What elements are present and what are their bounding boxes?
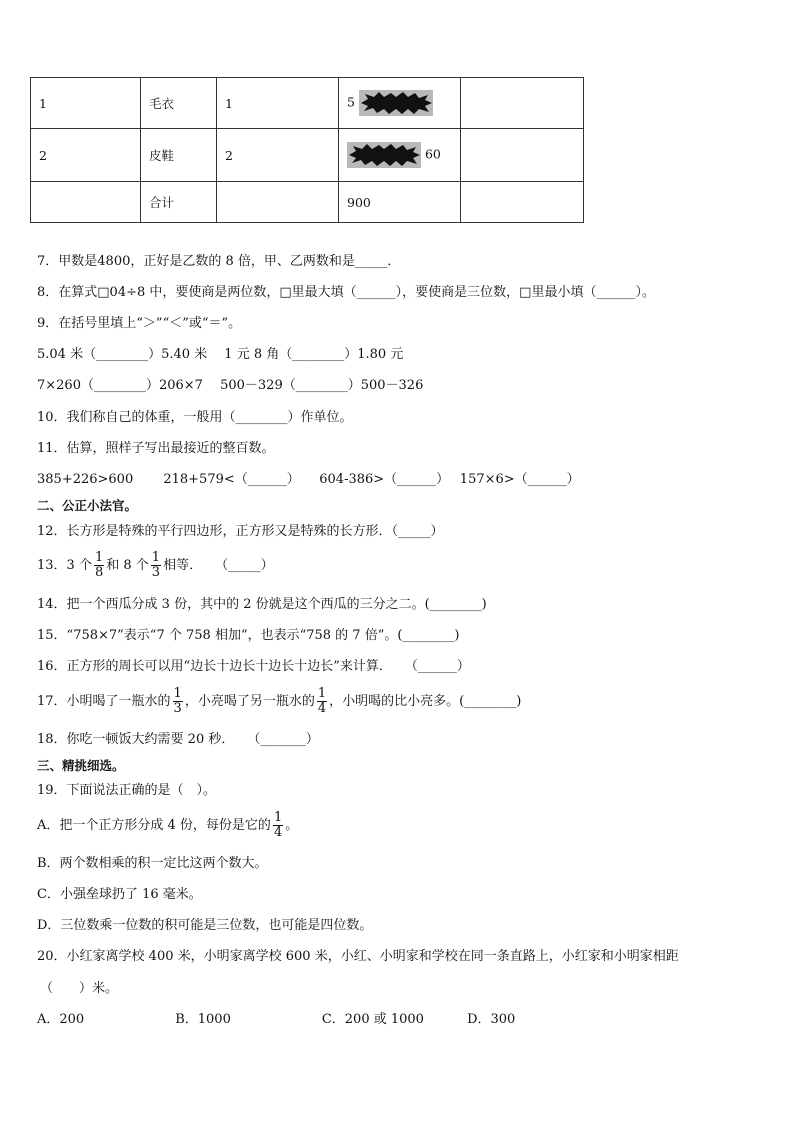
table-cell: 合计 — [141, 182, 217, 223]
fraction-denominator: 3 — [151, 565, 161, 580]
table-cell: 毛衣 — [141, 78, 217, 129]
fraction-numerator: 1 — [173, 686, 182, 701]
table-cell: 皮鞋 — [141, 129, 217, 182]
question-11: 11．估算，照样子写出最接近的整百数。 — [37, 441, 275, 456]
table-row — [31, 78, 584, 129]
question-15: 15．“758×7”表示“7 个 758 相加”，也表示“758 的 7 倍”。(________) — [37, 628, 460, 643]
fraction-denominator: 4 — [317, 701, 327, 716]
ink-blot-icon — [347, 142, 421, 168]
fraction-denominator: 3 — [173, 701, 182, 716]
question-17-text: ，小明喝的比小亮多。(________) — [329, 694, 522, 709]
question-17-text: ，小亮喝了另一瓶水的 — [184, 694, 315, 709]
question-10: 10．我们称自己的体重，一般用（________）作单位。 — [37, 410, 353, 425]
fraction — [317, 687, 327, 716]
question-13-text: 和 8 个 — [106, 558, 149, 573]
fraction-numerator: 1 — [151, 550, 161, 565]
fraction — [94, 551, 104, 580]
table-row — [31, 182, 584, 223]
fraction-numerator: 1 — [273, 810, 283, 825]
option-text: 。 — [285, 818, 299, 833]
fraction — [273, 811, 283, 840]
option-text: A．把一个正方形分成 4 份，每份是它的 — [37, 818, 271, 833]
question-19-option-a — [37, 810, 298, 842]
table-cell: 2 — [217, 129, 339, 182]
fraction-numerator: 1 — [317, 686, 327, 701]
table-cell — [339, 129, 461, 182]
question-20-options: A．200 B．1000 C．200 或 1000 D．300 — [37, 1012, 516, 1027]
fraction-denominator: 8 — [94, 565, 104, 580]
question-17 — [37, 686, 521, 718]
table-row — [31, 129, 584, 182]
table-cell — [461, 129, 584, 182]
question-13 — [37, 550, 274, 582]
table-cell — [339, 78, 461, 129]
question-19-option-c: C．小强垒球扔了 16 毫米。 — [37, 887, 202, 902]
table-cell: 1 — [217, 78, 339, 129]
table-cell — [217, 182, 339, 223]
question-12: 12．长方形是特殊的平行四边形，正方形又是特殊的长方形．（_____） — [37, 524, 444, 539]
table-cell — [461, 182, 584, 223]
question-7: 7．甲数是4800，正好是乙数的 8 倍，甲、乙两数和是_____． — [37, 254, 401, 269]
table-cell — [31, 182, 141, 223]
fraction — [173, 687, 183, 716]
cell-text: 5 — [347, 94, 355, 110]
question-19-option-b: B．两个数相乘的积一定比这两个数大。 — [37, 856, 268, 871]
question-13-text: 13．3 个 — [37, 558, 92, 573]
question-9-row-2: 7×260（________）206×7 500－329（________）500－326 — [37, 378, 424, 393]
question-19: 19．下面说法正确的是（ ）。 — [37, 783, 217, 798]
fraction-denominator: 4 — [273, 825, 283, 840]
table-cell — [461, 78, 584, 129]
question-9: 9．在括号里填上“＞”“＜”或“＝”。 — [37, 316, 242, 331]
question-20: 20．小红家离学校 400 米，小明家离学校 600 米，小红、小明家和学校在同一条直路上，小红家和小明家相距 — [37, 949, 679, 964]
question-16: 16．正方形的周长可以用“边长十边长十边长十边长”来计算． （______） — [37, 659, 470, 674]
question-11-items: 385+226>600 218+579<（______） 604-386>（______） 157×6>（______） — [37, 472, 580, 487]
cell-text: 60 — [424, 146, 441, 162]
price-table — [30, 77, 584, 223]
table-cell: 2 — [31, 129, 141, 182]
question-18: 18．你吃一顿饭大约需要 20 秒． （_______） — [37, 732, 319, 747]
question-19-option-d: D．三位数乘一位数的积可能是三位数，也可能是四位数。 — [37, 918, 373, 933]
table-cell: 1 — [31, 78, 141, 129]
question-17-text: 17．小明喝了一瓶水的 — [37, 694, 171, 709]
question-9-row-1: 5.04 米（________）5.40 米 1 元 8 角（________）1.80 元 — [37, 347, 404, 362]
question-14: 14．把一个西瓜分成 3 份，其中的 2 份就是这个西瓜的三分之二。(________) — [37, 597, 487, 612]
section-2-heading: 二、公正小法官。 — [37, 498, 138, 513]
table-cell: 900 — [339, 182, 461, 223]
fraction-numerator: 1 — [94, 550, 104, 565]
section-3-heading: 三、精挑细选。 — [37, 758, 125, 773]
question-8: 8．在算式□04÷8 中，要使商是两位数，□里最大填（______），要使商是三位数，□里最小填（______）。 — [37, 285, 655, 300]
question-13-text: 相等． （_____） — [163, 558, 274, 573]
ink-blot-icon — [359, 90, 433, 116]
fraction — [151, 551, 161, 580]
question-20-blank: （ ）米。 — [40, 981, 119, 996]
